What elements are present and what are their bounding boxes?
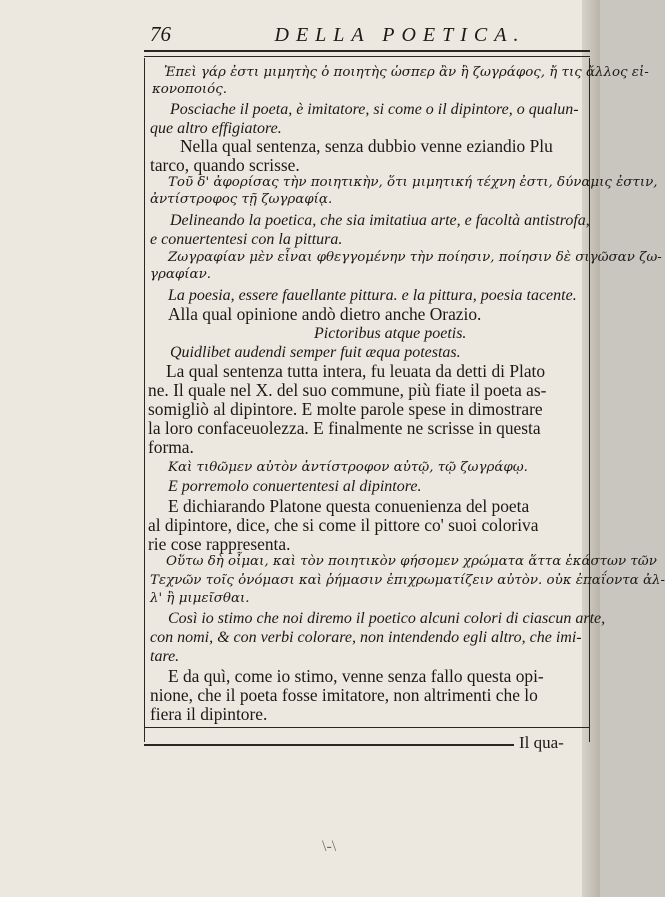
text-line-italic-5: La poesia, essere fauellante pittura. e la pittura, poesia tacente. [168, 287, 577, 304]
text-line-italic-4: e conuertentesi con la pittura. [150, 231, 343, 248]
text-line-greek-7: Καὶ τιθῶμεν αὐτὸν ἀντίστροφον αὐτῷ, τῷ ζωγράφῳ. [168, 460, 528, 475]
text-line-9: E dichiarando Platone questa conuenienza del poeta [168, 496, 530, 516]
bottom-ink-mark: \-\ [322, 838, 337, 855]
text-line-8: forma. [148, 437, 194, 457]
text-line-italic-3: Delineando la poetica, che sia imitatiua arte, e facoltà antistrofa, [170, 212, 590, 229]
footer-rule-top [144, 727, 590, 728]
catchword: Il qua- [519, 733, 564, 752]
page-header [150, 18, 590, 48]
text-line-1: Nella qual sentenza, senza dubbio venne eziandio Plu [180, 136, 553, 156]
text-line-italic-8: E porremolo conuertentesi al dipintore. [168, 478, 422, 495]
text-line-7: la loro confaceuolezza. E finalmente ne scrisse in questa [148, 418, 541, 438]
text-line-12: E da quì, come io stimo, venne senza fallo questa opi- [168, 666, 544, 686]
text-line-greek-10: λ' ἢ μιμεῖσθαι. [150, 591, 250, 606]
footer-rule-bottom [144, 744, 514, 746]
text-line-greek-1: Ἐπεὶ γάρ ἐστι μιμητὴς ὁ ποιητὴς ὡσπερ ἂν ἢ ζωγράφος, ἤ τις ἄλλος εἰ- [164, 65, 649, 80]
text-line-4: La qual sentenza tutta intera, fu leuata da detti di Plato [166, 361, 546, 381]
text-line-5: ne. Il quale nel X. del suo commune, più fiate il poeta as- [148, 380, 547, 400]
text-line-2: tarco, quando scrisse. [150, 155, 300, 175]
page-number: 76 [150, 22, 171, 46]
text-line-13: nione, che il poeta fosse imitatore, non altrimenti che lo [150, 685, 538, 705]
header-rule-thin [144, 56, 590, 57]
text-line-greek-4: ἀντίστροφος τῇ ζωγραφίᾳ. [150, 192, 333, 207]
text-line-italic-7: Quidlibet audendi semper fuit æqua potestas. [170, 344, 461, 361]
text-line-italic-11: tare. [150, 648, 180, 665]
text-line-6: somigliò al dipintore. E molte parole spese in dimostrare [148, 399, 543, 419]
text-line-greek-3: Τοῦ δ' ἀφορίσας τὴν ποιητικὴν, ὅτι μιμητική τέχνη ἐστι, δύναμις ἐστιν, [168, 175, 658, 190]
running-head: DELLA POETICA. [274, 24, 526, 46]
text-line-greek-8: Οὕτω δὴ οἶμαι, καὶ τὸν ποιητικὸν φήσομεν χρώματα ἅττα ἑκάστων τῶν [166, 554, 657, 569]
text-line-italic-1: Posciache il poeta, è imitatore, si come o il dipintore, o qualun- [170, 101, 579, 118]
text-line-greek-6: γραφίαν. [150, 267, 211, 282]
text-line-14: fiera il dipintore. [150, 704, 268, 724]
text-line-italic-10: con nomi, & con verbi colorare, non intendendo egli altro, che imi- [150, 629, 582, 646]
text-line-greek-5: Ζωγραφίαν μὲν εἶναι φθεγγομένην τὴν ποίησιν, ποίησιν δὲ σιγῶσαν ζω- [168, 250, 662, 265]
text-line-3: Alla qual opinione andò dietro anche Orazio. [168, 304, 482, 324]
text-line-italic-9: Così io stimo che noi diremo il poetico alcuni colori di ciascun arte, [168, 610, 606, 627]
text-line-11: rie cose rappresenta. [148, 534, 291, 554]
text-line-italic-6: Pictoribus atque poetis. [314, 325, 467, 342]
text-line-10: al dipintore, dice, che si come il pittore co' suoi coloriva [148, 515, 539, 535]
text-line-greek-2: κονοποιός. [152, 82, 227, 97]
text-line-italic-2: que altro effigiatore. [150, 120, 282, 137]
text-line-greek-9: Τεχνῶν τοῖς ὀνόμασι καὶ ῥήμασιν ἐπιχρωματίζειν αὐτὸν. οὐκ ἐπαΐοντα ἀλ- [150, 573, 665, 588]
header-rule-thick [144, 50, 590, 52]
